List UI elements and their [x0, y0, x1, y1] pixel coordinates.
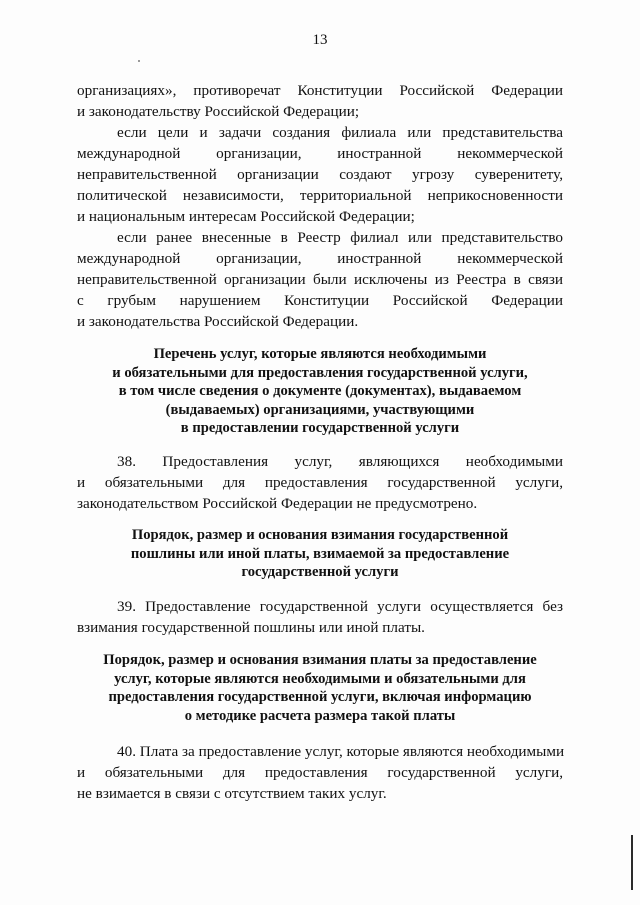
paragraph-40-line: 40. Плата за предоставление услуг, которые являются необходимыми — [117, 743, 565, 760]
paragraph-goals-line: если цели и задачи создания филиала или представительства — [117, 124, 563, 141]
paragraph-40-line: не взимается в связи с отсутствием таких услуг. — [77, 785, 387, 802]
section-heading-services: и обязательными для предоставления государственной услуги, — [112, 364, 528, 381]
paragraph-goals-line: политической независимости, территориальной неприкосновенности — [77, 187, 563, 204]
section-heading-payment: о методике расчета размера такой платы — [184, 707, 456, 724]
section-heading-services: Перечень услуг, которые являются необходимыми — [153, 346, 487, 362]
paragraph-registry-line: международной организации, иностранной некоммерческой — [77, 250, 563, 267]
paragraph-goals-line: и национальным интересам Российской Федерации; — [77, 208, 415, 225]
section-heading-payment: предоставления государственной услуги, включая информацию — [108, 689, 532, 705]
section-heading-payment: Порядок, размер и основания взимания платы за предоставление — [103, 652, 537, 668]
paragraph-registry-line: с грубым нарушением Конституции Российской Федерации — [77, 292, 563, 309]
paragraph-intro-line: и законодательству Российской Федерации; — [77, 103, 360, 120]
paragraph-intro-line: организациях», противоречат Конституции Российской Федерации — [77, 82, 563, 99]
paragraph-38-line: 38. Предоставления услуг, являющихся необходимыми — [117, 453, 563, 470]
paragraph-goals-line: международной организации, иностранной некоммерческой — [77, 145, 563, 162]
page-number: 13 — [312, 32, 328, 48]
paragraph-registry-line: если ранее внесенные в Реестр филиал или представительство — [117, 229, 563, 246]
paragraph-39-line: 39. Предоставление государственной услуги осуществляется без — [117, 598, 563, 615]
paragraph-39-line: взимания государственной пошлины или иной платы. — [77, 619, 425, 636]
section-heading-services: в предоставлении государственной услуги — [180, 420, 460, 436]
paragraph-40-line: и обязательными для предоставления государственной услуги, — [77, 764, 563, 781]
scan-edge-mark — [631, 835, 633, 890]
section-heading-payment: услуг, которые являются необходимыми и обязательными для — [114, 670, 526, 687]
section-heading-services: (выдаваемых) организациями, участвующими — [165, 401, 475, 418]
paragraph-registry-line: и законодательства Российской Федерации. — [77, 313, 359, 330]
scan-artifact-dot — [138, 60, 140, 62]
paragraph-goals-line: неправительственной организации создают угрозу суверенитету, — [77, 166, 563, 183]
section-heading-fee: государственной услуги — [241, 564, 399, 580]
paragraph-38-line: законодательством Российской Федерации не предусмотрено. — [77, 495, 478, 512]
paragraph-38-line: и обязательными для предоставления государственной услуги, — [77, 474, 563, 491]
paragraph-registry-line: неправительственной организации были исключены из Реестра в связи — [77, 271, 563, 288]
section-heading-fee: Порядок, размер и основания взимания государственной — [131, 527, 509, 543]
section-heading-fee: пошлины или иной платы, взимаемой за предоставление — [130, 545, 510, 562]
section-heading-services: в том числе сведения о документе (документах), выдаваемом — [118, 383, 522, 399]
